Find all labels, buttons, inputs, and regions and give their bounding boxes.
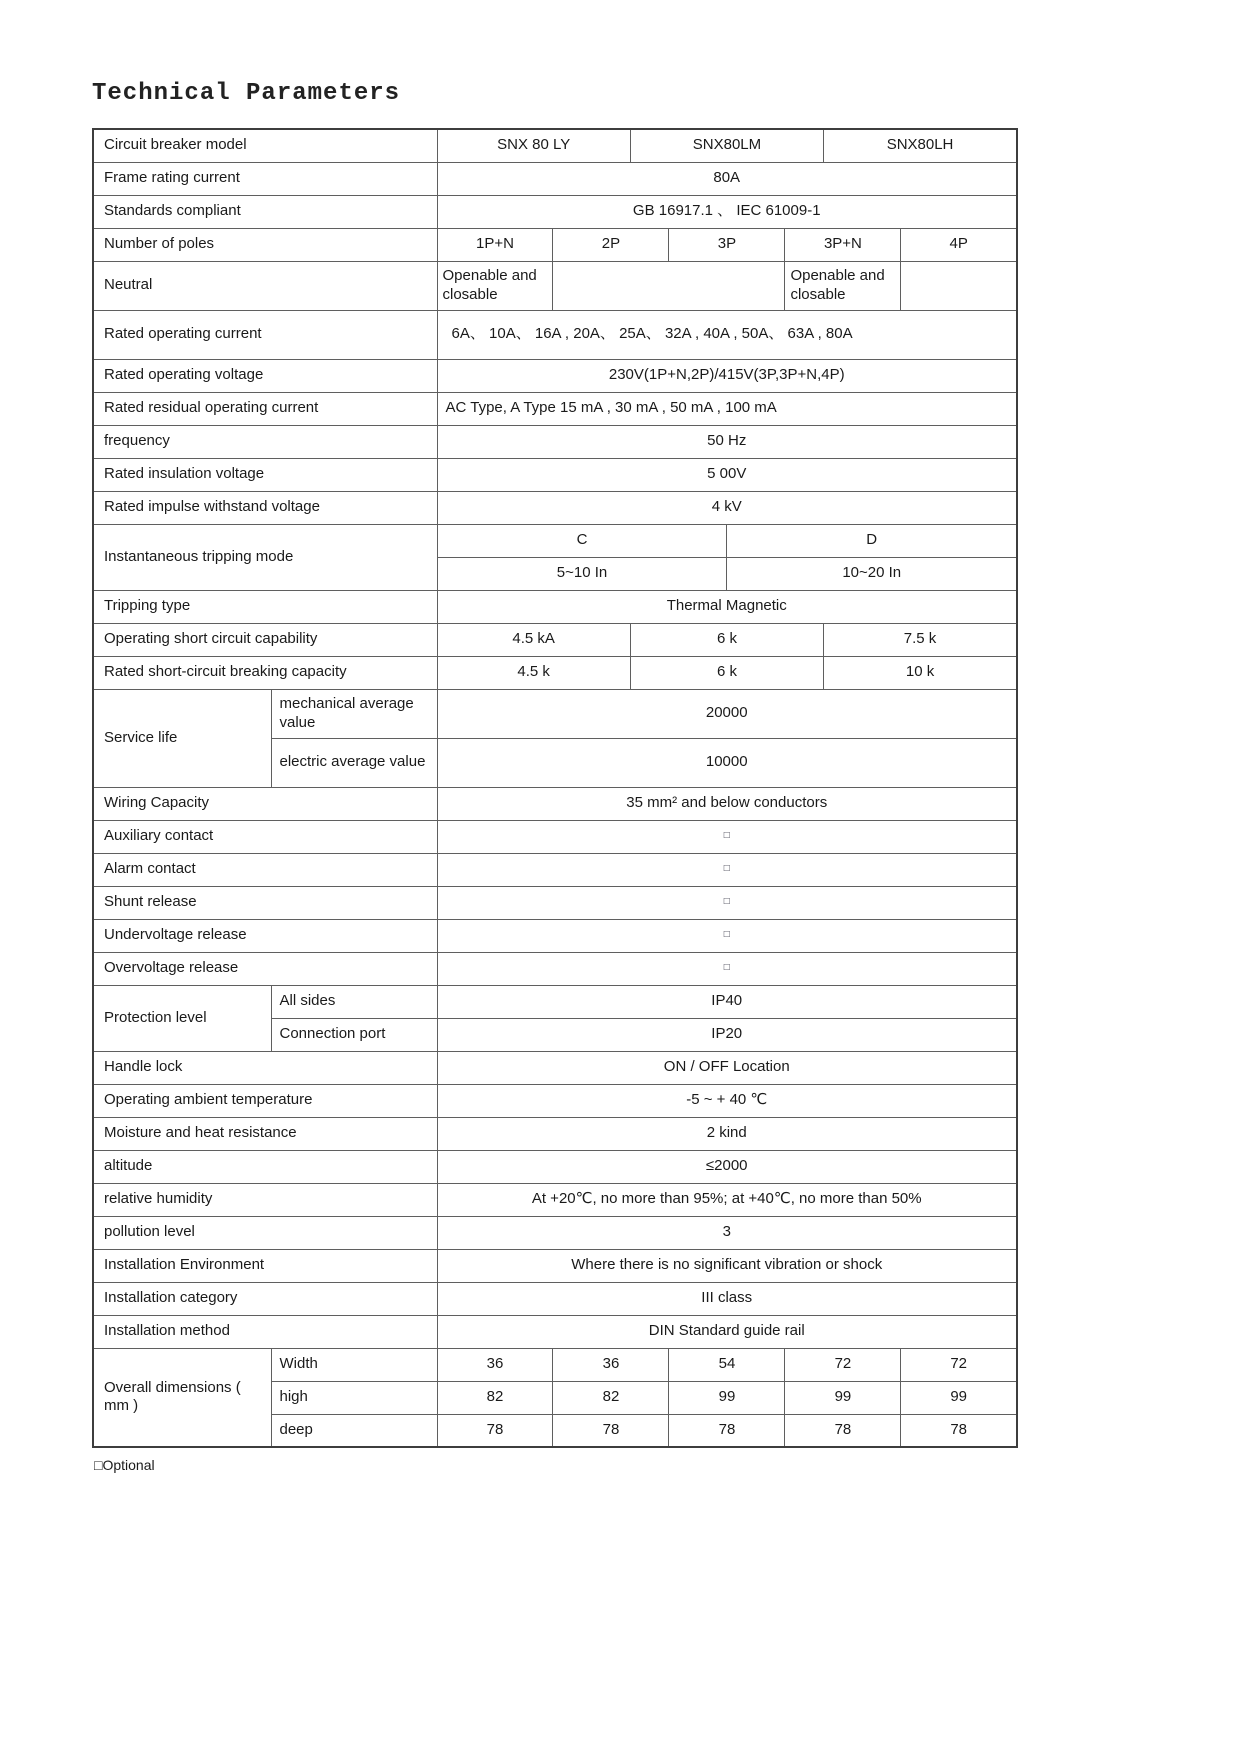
row-alarm-contact [93, 853, 1017, 886]
row-installation-environment [93, 1249, 1017, 1282]
optional-checkbox-icon: □ [437, 919, 1017, 952]
row-value: Where there is no significant vibration or shock [437, 1249, 1017, 1282]
row-impulse-voltage [93, 491, 1017, 524]
dimension-sub-label: deep [271, 1414, 437, 1447]
row-label: Operating short circuit capability [93, 623, 437, 656]
dimension-sub-label: high [271, 1381, 437, 1414]
row-frame-rating [93, 162, 1017, 195]
row-dimension-width [93, 1348, 1017, 1381]
row-rated-residual-current [93, 392, 1017, 425]
row-label: relative humidity [93, 1183, 437, 1216]
row-standards [93, 195, 1017, 228]
dimension-value: 36 [553, 1348, 669, 1381]
row-value: At +20℃, no more than 95%; at +40℃, no more than 50% [437, 1183, 1017, 1216]
dimension-value: 82 [553, 1381, 669, 1414]
row-tripping-mode-class [93, 524, 1017, 557]
row-number-of-poles [93, 228, 1017, 261]
service-life-sub-label: mechanical average value [271, 689, 437, 738]
row-circuit-breaker-model [93, 129, 1017, 162]
model-value: SNX80LM [630, 129, 823, 162]
dimension-value: 99 [901, 1381, 1017, 1414]
optional-checkbox-icon: □ [437, 952, 1017, 985]
row-value: ≤2000 [437, 1150, 1017, 1183]
row-tripping-type [93, 590, 1017, 623]
dimension-sub-label: Width [271, 1348, 437, 1381]
dimension-value: 78 [437, 1414, 553, 1447]
service-life-sub-label: electric average value [271, 738, 437, 787]
row-value: 50 Hz [437, 425, 1017, 458]
row-label: Handle lock [93, 1051, 437, 1084]
row-label: Number of poles [93, 228, 437, 261]
dimension-value: 54 [669, 1348, 785, 1381]
row-label: Moisture and heat resistance [93, 1117, 437, 1150]
row-label: Rated short-circuit breaking capacity [93, 656, 437, 689]
optional-checkbox-icon: □ [437, 886, 1017, 919]
row-label: Undervoltage release [93, 919, 437, 952]
dimension-value: 72 [785, 1348, 901, 1381]
row-pollution-level [93, 1216, 1017, 1249]
tripping-range-d: 10~20 In [727, 557, 1017, 590]
protection-value: IP20 [437, 1018, 1017, 1051]
row-label: Circuit breaker model [93, 129, 437, 162]
row-label: Rated insulation voltage [93, 458, 437, 491]
tripping-mode-d: D [727, 524, 1017, 557]
row-service-life-mechanical [93, 689, 1017, 738]
short-cap-value: 4.5 kA [437, 623, 630, 656]
row-rated-operating-voltage [93, 359, 1017, 392]
row-value: 80A [437, 162, 1017, 195]
row-moisture-resistance [93, 1117, 1017, 1150]
dimension-value: 99 [785, 1381, 901, 1414]
breaking-value: 4.5 k [437, 656, 630, 689]
row-value: GB 16917.1 、 IEC 61009-1 [437, 195, 1017, 228]
row-value: III class [437, 1282, 1017, 1315]
row-value: 4 kV [437, 491, 1017, 524]
row-value: 2 kind [437, 1117, 1017, 1150]
row-relative-humidity [93, 1183, 1017, 1216]
poles-value: 1P+N [437, 228, 553, 261]
row-label: Rated operating current [93, 310, 437, 359]
row-label: frequency [93, 425, 437, 458]
row-label: Wiring Capacity [93, 787, 437, 820]
row-label: Protection level [93, 985, 271, 1051]
row-altitude [93, 1150, 1017, 1183]
row-label: altitude [93, 1150, 437, 1183]
row-label: Shunt release [93, 886, 437, 919]
row-neutral [93, 261, 1017, 310]
row-installation-category [93, 1282, 1017, 1315]
row-label: Overall dimensions ( mm ) [93, 1348, 271, 1447]
row-shunt-release [93, 886, 1017, 919]
model-value: SNX80LH [824, 129, 1017, 162]
service-life-value: 10000 [437, 738, 1017, 787]
row-label: Operating ambient temperature [93, 1084, 437, 1117]
row-label: Alarm contact [93, 853, 437, 886]
dimension-value: 36 [437, 1348, 553, 1381]
row-wiring-capacity [93, 787, 1017, 820]
neutral-3pn-value: Openable and closable [785, 261, 901, 310]
poles-value: 2P [553, 228, 669, 261]
row-insulation-voltage [93, 458, 1017, 491]
neutral-2p-3p-cell [553, 261, 785, 310]
row-overvoltage-release [93, 952, 1017, 985]
poles-value: 4P [901, 228, 1017, 261]
protection-sub-label: All sides [271, 985, 437, 1018]
row-value: 6A、 10A、 16A , 20A、 25A、 32A , 40A , 50A、 63A , 80A [437, 310, 1017, 359]
optional-checkbox-icon: □ [437, 853, 1017, 886]
row-value: 35 mm² and below conductors [437, 787, 1017, 820]
row-protection-all-sides [93, 985, 1017, 1018]
dimension-value: 99 [669, 1381, 785, 1414]
breaking-value: 10 k [824, 656, 1017, 689]
row-handle-lock [93, 1051, 1017, 1084]
poles-value: 3P+N [785, 228, 901, 261]
row-label: Instantaneous tripping mode [93, 524, 437, 590]
row-value: DIN Standard guide rail [437, 1315, 1017, 1348]
row-label: Overvoltage release [93, 952, 437, 985]
optional-checkbox-icon: □ [437, 820, 1017, 853]
row-label: Rated impulse withstand voltage [93, 491, 437, 524]
parameters-table [92, 128, 1018, 1448]
dimension-value: 82 [437, 1381, 553, 1414]
neutral-4p-cell [901, 261, 1017, 310]
breaking-value: 6 k [630, 656, 823, 689]
service-life-value: 20000 [437, 689, 1017, 738]
row-value: -5 ~ + 40 ℃ [437, 1084, 1017, 1117]
row-rated-operating-current [93, 310, 1017, 359]
row-ambient-temperature [93, 1084, 1017, 1117]
row-label: Rated operating voltage [93, 359, 437, 392]
row-undervoltage-release [93, 919, 1017, 952]
row-value: AC Type, A Type 15 mA , 30 mA , 50 mA , 100 mA [437, 392, 1017, 425]
row-label: Tripping type [93, 590, 437, 623]
row-breaking-capacity [93, 656, 1017, 689]
row-label: Auxiliary contact [93, 820, 437, 853]
row-label: Service life [93, 689, 271, 787]
dimension-value: 78 [901, 1414, 1017, 1447]
tripping-range-c: 5~10 In [437, 557, 727, 590]
dimension-value: 78 [669, 1414, 785, 1447]
row-label: Rated residual operating current [93, 392, 437, 425]
row-label: Frame rating current [93, 162, 437, 195]
page-title: Technical Parameters [92, 80, 401, 107]
row-label: Standards compliant [93, 195, 437, 228]
row-label: Installation Environment [93, 1249, 437, 1282]
poles-value: 3P [669, 228, 785, 261]
short-cap-value: 6 k [630, 623, 823, 656]
model-value: SNX 80 LY [437, 129, 630, 162]
row-value: Thermal Magnetic [437, 590, 1017, 623]
row-label: Installation method [93, 1315, 437, 1348]
short-cap-value: 7.5 k [824, 623, 1017, 656]
row-value: 230V(1P+N,2P)/415V(3P,3P+N,4P) [437, 359, 1017, 392]
neutral-1pn-value: Openable and closable [437, 261, 553, 310]
row-frequency [93, 425, 1017, 458]
row-value: 3 [437, 1216, 1017, 1249]
row-value: 5 00V [437, 458, 1017, 491]
row-value: ON / OFF Location [437, 1051, 1017, 1084]
optional-footnote: □Optional [94, 1457, 155, 1473]
row-label: Neutral [93, 261, 437, 310]
row-short-circuit-capability [93, 623, 1017, 656]
dimension-value: 78 [553, 1414, 669, 1447]
row-auxiliary-contact [93, 820, 1017, 853]
dimension-value: 72 [901, 1348, 1017, 1381]
tripping-mode-c: C [437, 524, 727, 557]
dimension-value: 78 [785, 1414, 901, 1447]
row-installation-method [93, 1315, 1017, 1348]
protection-value: IP40 [437, 985, 1017, 1018]
protection-sub-label: Connection port [271, 1018, 437, 1051]
row-label: Installation category [93, 1282, 437, 1315]
row-label: pollution level [93, 1216, 437, 1249]
